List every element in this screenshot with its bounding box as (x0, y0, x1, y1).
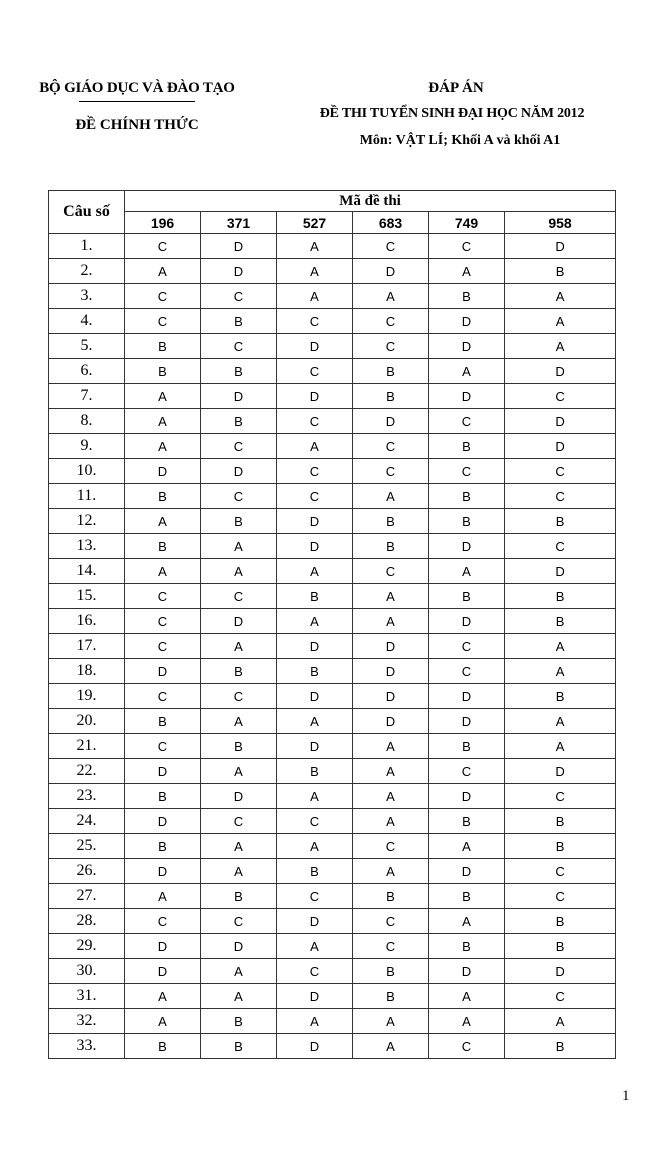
answer-cell: D (277, 684, 353, 709)
answer-cell: A (125, 409, 201, 434)
answer-cell: B (505, 834, 616, 859)
answer-cell: C (505, 884, 616, 909)
answer-cell: D (201, 609, 277, 634)
answer-cell: C (277, 459, 353, 484)
question-number: 9. (49, 434, 125, 459)
answer-cell: B (353, 959, 429, 984)
answer-cell: D (277, 984, 353, 1009)
answer-cell: B (429, 809, 505, 834)
answer-cell: C (353, 559, 429, 584)
answer-cell: A (277, 434, 353, 459)
answer-cell: C (505, 784, 616, 809)
answer-row (49, 884, 616, 909)
answer-cell: C (125, 309, 201, 334)
answer-cell: B (429, 884, 505, 909)
official-label: ĐỀ CHÍNH THỨC (75, 117, 199, 133)
answer-cell: A (125, 509, 201, 534)
answer-cell: B (201, 309, 277, 334)
question-number: 26. (49, 859, 125, 884)
answer-cell: C (125, 584, 201, 609)
answer-cell: B (505, 259, 616, 284)
answer-cell: C (505, 459, 616, 484)
answer-cell: C (201, 434, 277, 459)
answer-row (49, 534, 616, 559)
header-row (49, 191, 616, 212)
answer-cell: A (353, 734, 429, 759)
exam-code-header: Mã đề thi (125, 191, 616, 212)
answer-cell: A (201, 559, 277, 584)
question-number: 14. (49, 559, 125, 584)
answer-cell: D (505, 234, 616, 259)
answer-cell: A (201, 709, 277, 734)
answer-cell: A (353, 809, 429, 834)
answer-cell: A (353, 609, 429, 634)
answer-cell: B (201, 884, 277, 909)
answer-cell: A (429, 1009, 505, 1034)
question-number: 7. (49, 384, 125, 409)
answer-cell: D (505, 759, 616, 784)
answer-cell: B (353, 984, 429, 1009)
answer-cell: B (353, 509, 429, 534)
answer-cell: C (125, 634, 201, 659)
answer-cell: B (125, 834, 201, 859)
answer-cell: C (353, 459, 429, 484)
answer-cell: A (429, 559, 505, 584)
question-number: 6. (49, 359, 125, 384)
answer-cell: D (125, 809, 201, 834)
answer-cell: A (125, 984, 201, 1009)
answer-cell: B (201, 1009, 277, 1034)
ministry-name: BỘ GIÁO DỤC VÀ ĐÀO TẠO (39, 80, 235, 96)
answer-cell: B (429, 584, 505, 609)
question-number: 21. (49, 734, 125, 759)
answer-row (49, 634, 616, 659)
answer-rows (49, 234, 616, 1059)
answer-row (49, 959, 616, 984)
answer-cell: C (429, 234, 505, 259)
answer-cell: C (277, 409, 353, 434)
answer-row (49, 334, 616, 359)
answer-cell: A (201, 759, 277, 784)
answer-cell: C (353, 234, 429, 259)
answer-cell: C (353, 909, 429, 934)
answer-cell: C (505, 984, 616, 1009)
answer-row (49, 384, 616, 409)
answer-cell: A (429, 984, 505, 1009)
answer-cell: B (505, 584, 616, 609)
answer-row (49, 759, 616, 784)
answer-cell: D (277, 634, 353, 659)
answer-row (49, 1034, 616, 1059)
answer-row (49, 259, 616, 284)
answer-cell: D (277, 334, 353, 359)
answer-cell: B (277, 759, 353, 784)
answer-row (49, 234, 616, 259)
answer-cell: B (125, 709, 201, 734)
answer-cell: C (201, 809, 277, 834)
answer-cell: A (125, 559, 201, 584)
answer-cell: D (429, 609, 505, 634)
question-number: 23. (49, 784, 125, 809)
answer-cell: D (429, 859, 505, 884)
question-number: 32. (49, 1009, 125, 1034)
answer-cell: A (277, 934, 353, 959)
answer-cell: C (125, 684, 201, 709)
answer-cell: C (429, 1034, 505, 1059)
answer-cell: C (353, 834, 429, 859)
answer-cell: D (125, 859, 201, 884)
answer-cell: A (505, 334, 616, 359)
answer-cell: C (353, 934, 429, 959)
answer-cell: D (277, 909, 353, 934)
answer-cell: B (201, 1034, 277, 1059)
answer-cell: B (505, 1034, 616, 1059)
answer-cell: C (125, 909, 201, 934)
question-number: 24. (49, 809, 125, 834)
answer-cell: C (429, 459, 505, 484)
answer-cell: A (277, 259, 353, 284)
answer-cell: B (201, 509, 277, 534)
answer-cell: D (353, 659, 429, 684)
answer-row (49, 409, 616, 434)
answer-row (49, 684, 616, 709)
exam-code-cell: 683 (353, 212, 429, 234)
question-number: 4. (49, 309, 125, 334)
answer-cell: A (201, 984, 277, 1009)
question-number: 15. (49, 584, 125, 609)
answer-cell: B (505, 934, 616, 959)
answer-cell: C (505, 534, 616, 559)
answer-cell: A (505, 309, 616, 334)
answer-cell: C (201, 334, 277, 359)
answer-cell: A (277, 234, 353, 259)
answer-cell: D (353, 684, 429, 709)
answer-row (49, 284, 616, 309)
answer-cell: D (201, 234, 277, 259)
answer-cell: B (125, 334, 201, 359)
answer-cell: A (201, 834, 277, 859)
question-number: 30. (49, 959, 125, 984)
answer-cell: D (125, 959, 201, 984)
answer-cell: A (429, 359, 505, 384)
answer-cell: B (429, 934, 505, 959)
answer-cell: C (277, 959, 353, 984)
question-number: 18. (49, 659, 125, 684)
answer-cell: A (505, 634, 616, 659)
answer-cell: A (277, 784, 353, 809)
answer-cell: C (353, 334, 429, 359)
answer-cell: C (277, 359, 353, 384)
answer-cell: D (125, 759, 201, 784)
answer-row (49, 584, 616, 609)
answer-cell: A (505, 659, 616, 684)
answer-cell: D (277, 534, 353, 559)
answer-cell: B (277, 584, 353, 609)
answer-row (49, 659, 616, 684)
answer-cell: B (505, 809, 616, 834)
answer-cell: B (505, 909, 616, 934)
answer-cell: D (505, 559, 616, 584)
answer-cell: C (353, 309, 429, 334)
question-number: 27. (49, 884, 125, 909)
answer-key-title: ĐÁP ÁN (428, 80, 484, 96)
question-number: 10. (49, 459, 125, 484)
question-number: 5. (49, 334, 125, 359)
answer-cell: D (429, 534, 505, 559)
answer-cell: D (429, 684, 505, 709)
question-number: 31. (49, 984, 125, 1009)
answer-cell: C (277, 884, 353, 909)
answer-row (49, 509, 616, 534)
answer-cell: B (505, 684, 616, 709)
answer-cell: A (505, 284, 616, 309)
answer-cell: A (277, 284, 353, 309)
answer-row (49, 309, 616, 334)
answer-cell: A (277, 609, 353, 634)
answer-cell: C (277, 484, 353, 509)
answer-cell: B (353, 359, 429, 384)
answer-cell: C (201, 484, 277, 509)
answer-cell: D (277, 1034, 353, 1059)
answer-cell: A (201, 634, 277, 659)
subject-line: Môn: VẬT LÍ; Khối A và khối A1 (359, 133, 561, 148)
answer-row (49, 859, 616, 884)
question-number: 19. (49, 684, 125, 709)
answer-cell: D (429, 384, 505, 409)
answer-cell: C (505, 384, 616, 409)
question-number: 11. (49, 484, 125, 509)
answer-cell: A (277, 709, 353, 734)
answer-row (49, 709, 616, 734)
ministry-underline (79, 101, 195, 102)
answer-cell: D (429, 959, 505, 984)
answer-cell: B (505, 509, 616, 534)
question-number: 1. (49, 234, 125, 259)
answer-cell: D (201, 784, 277, 809)
answer-cell: D (505, 959, 616, 984)
answer-cell: A (201, 534, 277, 559)
exam-code-cell: 371 (201, 212, 277, 234)
answer-cell: C (125, 734, 201, 759)
exam-code-cell: 196 (125, 212, 201, 234)
answer-row (49, 484, 616, 509)
answer-cell: C (429, 409, 505, 434)
answer-cell: A (505, 734, 616, 759)
answer-row (49, 934, 616, 959)
answer-cell: A (353, 1009, 429, 1034)
answer-cell: C (201, 284, 277, 309)
answer-cell: C (201, 584, 277, 609)
answer-cell: C (505, 859, 616, 884)
answer-row (49, 1009, 616, 1034)
answer-cell: B (429, 434, 505, 459)
answer-cell: C (125, 609, 201, 634)
answer-row (49, 609, 616, 634)
answer-cell: C (125, 234, 201, 259)
answer-cell: D (429, 709, 505, 734)
answer-cell: D (277, 734, 353, 759)
answer-cell: C (505, 484, 616, 509)
answer-row (49, 559, 616, 584)
answer-cell: B (429, 734, 505, 759)
answer-row (49, 359, 616, 384)
answer-cell: D (201, 384, 277, 409)
exam-title: ĐỀ THI TUYỂN SINH ĐẠI HỌC NĂM 2012 (319, 106, 585, 121)
answer-cell: D (125, 934, 201, 959)
answer-cell: B (429, 484, 505, 509)
answer-row (49, 809, 616, 834)
exam-code-cell: 527 (277, 212, 353, 234)
answer-cell: A (277, 834, 353, 859)
answer-cell: A (125, 434, 201, 459)
answer-cell: A (125, 1009, 201, 1034)
answer-cell: B (353, 534, 429, 559)
answer-cell: D (353, 634, 429, 659)
answer-cell: D (353, 709, 429, 734)
answer-cell: D (353, 259, 429, 284)
answer-cell: B (125, 784, 201, 809)
answer-cell: C (429, 659, 505, 684)
answer-cell: D (277, 509, 353, 534)
answer-row (49, 909, 616, 934)
answer-row (49, 459, 616, 484)
answer-cell: B (201, 659, 277, 684)
question-number: 13. (49, 534, 125, 559)
exam-code-cell: 958 (505, 212, 616, 234)
answer-cell: C (277, 809, 353, 834)
answer-cell: C (201, 684, 277, 709)
exam-code-row (49, 212, 616, 234)
answer-cell: A (505, 709, 616, 734)
answer-cell: A (353, 484, 429, 509)
answer-cell: B (353, 384, 429, 409)
answer-cell: D (505, 409, 616, 434)
answer-cell: B (201, 734, 277, 759)
answer-cell: A (505, 1009, 616, 1034)
exam-code-cell: 749 (429, 212, 505, 234)
answer-cell: A (353, 784, 429, 809)
answer-cell: B (201, 359, 277, 384)
answer-cell: D (429, 334, 505, 359)
answer-cell: C (277, 309, 353, 334)
answer-cell: D (277, 384, 353, 409)
answer-cell: A (429, 834, 505, 859)
question-number: 3. (49, 284, 125, 309)
answer-cell: D (125, 459, 201, 484)
answer-cell: B (125, 534, 201, 559)
answer-cell: A (429, 259, 505, 284)
answer-cell: B (125, 1034, 201, 1059)
answer-cell: A (353, 584, 429, 609)
answer-cell: D (505, 359, 616, 384)
answer-cell: A (429, 909, 505, 934)
answer-cell: C (201, 909, 277, 934)
question-number: 20. (49, 709, 125, 734)
question-number: 33. (49, 1034, 125, 1059)
answer-cell: D (201, 934, 277, 959)
answer-cell: A (125, 884, 201, 909)
answer-cell: B (201, 409, 277, 434)
answer-key-table (48, 190, 616, 1059)
question-number-header: Câu số (49, 191, 125, 234)
answer-cell: D (505, 434, 616, 459)
answer-cell: B (429, 284, 505, 309)
answer-cell: C (429, 634, 505, 659)
answer-row (49, 734, 616, 759)
answer-cell: A (125, 384, 201, 409)
answer-cell: A (353, 1034, 429, 1059)
question-number: 22. (49, 759, 125, 784)
question-number: 16. (49, 609, 125, 634)
answer-cell: A (125, 259, 201, 284)
question-number: 12. (49, 509, 125, 534)
answer-cell: D (201, 459, 277, 484)
question-number: 17. (49, 634, 125, 659)
answer-cell: D (429, 309, 505, 334)
question-number: 25. (49, 834, 125, 859)
answer-row (49, 434, 616, 459)
question-number: 2. (49, 259, 125, 284)
answer-cell: A (353, 759, 429, 784)
answer-cell: B (429, 509, 505, 534)
answer-row (49, 834, 616, 859)
answer-cell: A (277, 1009, 353, 1034)
answer-cell: A (353, 859, 429, 884)
answer-cell: A (201, 959, 277, 984)
answer-cell: B (505, 609, 616, 634)
question-number: 8. (49, 409, 125, 434)
answer-cell: A (201, 859, 277, 884)
answer-cell: D (429, 784, 505, 809)
answer-cell: A (353, 284, 429, 309)
answer-cell: D (125, 659, 201, 684)
page-number: 1 (622, 1088, 630, 1104)
answer-row (49, 984, 616, 1009)
answer-cell: D (201, 259, 277, 284)
answer-cell: B (125, 359, 201, 384)
question-number: 28. (49, 909, 125, 934)
answer-cell: C (353, 434, 429, 459)
answer-cell: B (125, 484, 201, 509)
answer-cell: B (277, 659, 353, 684)
answer-row (49, 784, 616, 809)
answer-cell: A (277, 559, 353, 584)
answer-cell: B (353, 884, 429, 909)
answer-cell: C (125, 284, 201, 309)
answer-cell: B (277, 859, 353, 884)
question-number: 29. (49, 934, 125, 959)
answer-cell: C (429, 759, 505, 784)
answer-cell: D (353, 409, 429, 434)
